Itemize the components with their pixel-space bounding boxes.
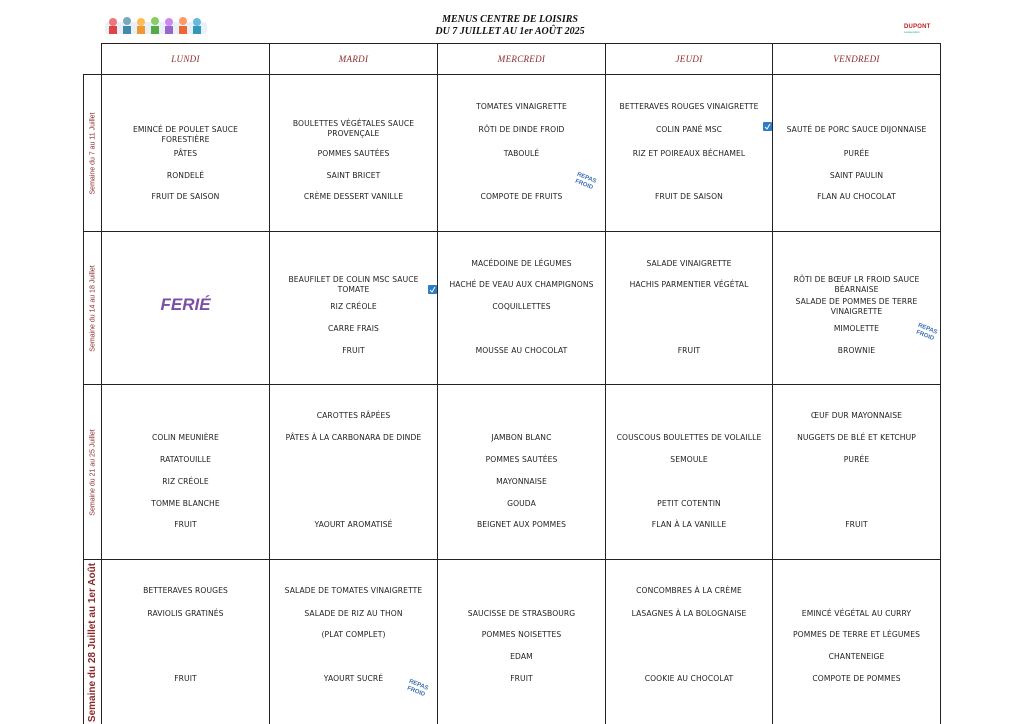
menu-cell-w4-vendredi: [773, 560, 940, 724]
menu-cell-w1-mercredi: [438, 75, 605, 231]
menu-item: COMPOTE DE FRUITS: [480, 192, 563, 201]
menu-item: MAYONNAISE: [496, 477, 547, 486]
menu-item: TABOULÉ: [503, 149, 540, 158]
menu-item: FRUIT: [677, 346, 701, 355]
menu-item: FLAN AU CHOCOLAT: [817, 192, 896, 201]
menu-item: RATATOUILLE: [160, 455, 211, 464]
holiday-label: FERIÉ: [160, 295, 211, 314]
week-label-text: Semaine du 28 Juillet au 1er Août: [87, 562, 99, 722]
menu-cell-w2-lundi: [102, 232, 269, 384]
menu-item: YAOURT SUCRÉ: [323, 674, 384, 683]
week-label-3: [84, 385, 102, 559]
menu-item: SAINT PAULIN: [829, 171, 884, 180]
menu-item: SAINT BRICET: [326, 171, 381, 180]
menu-item: TOMME BLANCHE: [151, 499, 220, 508]
week-label-4: [84, 560, 102, 724]
menu-item: COLIN MEUNIÈRE: [152, 433, 219, 442]
week-label-1: [84, 75, 102, 231]
menu-item: POMMES SAUTÉES: [485, 455, 558, 464]
menu-item: RIZ CRÉOLE: [330, 302, 377, 311]
menu-item: PÂTES: [173, 149, 198, 158]
menu-cell-w2-jeudi: [606, 232, 772, 384]
menu-item: RÔTI DE BŒUF LR FROID SAUCE BÉARNAISE: [793, 275, 920, 294]
menu-cell-w4-lundi: [102, 560, 269, 724]
menu-item: EMINCÉ VÉGÉTAL AU CURRY: [801, 609, 912, 618]
day-header-lundi: LUNDI: [171, 53, 200, 64]
repas-froid-stamp: REPAS FROID: [915, 322, 938, 343]
week-label-text: Semaine du 7 au 11 Juillet: [89, 112, 97, 194]
menu-item: COMPOTE DE POMMES: [812, 674, 901, 683]
menu-cell-w4-jeudi: [606, 560, 772, 724]
menu-item: EDAM: [510, 652, 533, 661]
menu-item: SEMOULE: [670, 455, 708, 464]
menu-item: COQUILLETTES: [492, 302, 551, 311]
menu-item: COLIN PANÉ MSC: [655, 125, 723, 134]
menu-item: RONDELÉ: [166, 171, 205, 180]
menu-cell-w4-mardi: [270, 560, 437, 724]
menu-item: BOULETTES VÉGÉTALES SAUCE PROVENÇALE: [292, 119, 415, 138]
day-header-mardi: MARDI: [338, 53, 369, 64]
kids-logo: [103, 14, 209, 40]
menu-item: SALADE DE POMMES DE TERRE VINAIGRETTE: [795, 297, 918, 316]
page-title: [380, 14, 640, 38]
menu-item: RIZ CRÉOLE: [162, 477, 209, 486]
menu-item: FRUIT DE SAISON: [655, 192, 723, 201]
menu-cell-w3-jeudi: [606, 385, 772, 559]
menu-item: RAVIOLIS GRATINÉS: [147, 609, 224, 618]
day-header-jeudi: JEUDI: [675, 53, 703, 64]
menu-item: MACÉDOINE DE LÉGUMES: [471, 259, 572, 268]
day-header-vendredi: VENDREDI: [833, 53, 880, 64]
menu-cell-w3-lundi: [102, 385, 269, 559]
menu-item: FLAN À LA VANILLE: [651, 520, 727, 529]
menu-item: YAOURT AROMATISÉ: [314, 520, 393, 529]
menu-cell-w1-mardi: [270, 75, 437, 231]
msc-label-icon: [763, 122, 772, 131]
menu-item: FRUIT: [174, 520, 197, 529]
menu-item: FRUIT: [174, 674, 197, 683]
menu-item: ŒUF DUR MAYONNAISE: [810, 411, 903, 420]
menu-item: (PLAT COMPLET): [321, 630, 386, 639]
menu-item: FRUIT: [342, 346, 365, 355]
menu-cell-w2-mercredi: [438, 232, 605, 384]
brand-name: DUPONT: [904, 24, 931, 30]
menu-item: BETTERAVES ROUGES VINAIGRETTE: [619, 102, 759, 111]
menu-item: COOKIE AU CHOCOLAT: [644, 674, 734, 683]
menu-item: SAUTÉ DE PORC SAUCE DIJONNAISE: [786, 125, 927, 134]
menu-item: FRUIT DE SAISON: [151, 192, 220, 201]
menu-item: POMMES NOISETTES: [481, 630, 562, 639]
week-label-text: Semaine du 14 au 18 Juillet: [89, 264, 97, 352]
menu-item: HACHIS PARMENTIER VÉGÉTAL: [629, 280, 749, 289]
menu-item: SALADE DE RIZ AU THON: [304, 609, 403, 618]
menu-cell-w4-mercredi: [438, 560, 605, 724]
menu-item: SAUCISSE DE STRASBOURG: [467, 609, 576, 618]
week-label-2: [84, 232, 102, 384]
title-line-1: MENUS CENTRE DE LOISIRS: [442, 14, 578, 25]
menu-item: PURÉE: [843, 149, 870, 158]
menu-cell-w3-mardi: [270, 385, 437, 559]
menu-item: RIZ ET POIREAUX BÉCHAMEL: [632, 149, 746, 158]
menu-item: HACHÉ DE VEAU AUX CHAMPIGNONS: [449, 280, 594, 289]
menu-item: BROWNIE: [837, 346, 876, 355]
title-line-2: DU 7 JUILLET AU 1er AOÛT 2025: [435, 26, 585, 37]
menu-item: JAMBON BLANC: [491, 433, 552, 442]
msc-label-icon: [428, 285, 437, 294]
menu-item: MIMOLETTE: [833, 324, 880, 333]
menu-item: POMMES DE TERRE ET LÉGUMES: [792, 630, 921, 639]
menu-cell-w3-vendredi: [773, 385, 940, 559]
menu-item: SALADE VINAIGRETTE: [646, 259, 732, 268]
menu-item: CAROTTES RÂPÉES: [316, 411, 391, 420]
menu-item: FRUIT: [510, 674, 533, 683]
menu-cell-w2-mardi: [270, 232, 437, 384]
menu-item: POMMES SAUTÉES: [317, 149, 390, 158]
menu-item: EMINCÉ DE POULET SAUCE FORESTIÈRE: [132, 125, 239, 144]
menu-item: FRUIT: [845, 520, 868, 529]
menu-item: CARRE FRAIS: [328, 324, 379, 333]
menu-cell-w1-jeudi: [606, 75, 772, 231]
menu-item: CONCOMBRES À LA CRÈME: [636, 586, 742, 595]
menu-cell-w1-vendredi: [773, 75, 940, 231]
menu-item: PETIT COTENTIN: [657, 499, 721, 508]
menu-item: BEAUFILET DE COLIN MSC SAUCE TOMATE: [288, 275, 419, 294]
menu-item: PÂTES À LA CARBONARA DE DINDE: [285, 433, 422, 442]
menu-item: MOUSSE AU CHOCOLAT: [475, 346, 568, 355]
menu-item: SALADE DE TOMATES VINAIGRETTE: [284, 586, 423, 595]
menu-cell-w1-lundi: [102, 75, 269, 231]
menu-item: PURÉE: [843, 455, 870, 464]
menu-item: LASAGNES À LA BOLOGNAISE: [631, 609, 747, 618]
menu-item: NUGGETS DE BLÉ ET KETCHUP: [797, 433, 916, 442]
menu-cell-w2-vendredi: [773, 232, 940, 384]
menu-item: BEIGNET AUX POMMES: [476, 520, 567, 529]
menu-cell-w3-mercredi: [438, 385, 605, 559]
menu-item: GOUDA: [507, 499, 536, 508]
menu-item: RÔTI DE DINDE FROID: [478, 125, 565, 134]
day-header-mercredi: MERCREDI: [497, 53, 546, 64]
menu-item: BETTERAVES ROUGES: [143, 586, 228, 595]
dupont-logo: [904, 24, 940, 38]
menu-item: TOMATES VINAIGRETTE: [476, 102, 567, 111]
menu-item: CRÈME DESSERT VANILLE: [303, 192, 404, 201]
menu-item: COUSCOUS BOULETTES DE VOLAILLE: [616, 433, 762, 442]
repas-froid-stamp: REPAS FROID: [574, 171, 597, 192]
menu-item: CHANTENEIGE: [828, 652, 885, 661]
week-label-text: Semaine du 21 au 25 Juillet: [89, 428, 97, 516]
repas-froid-stamp: REPAS FROID: [406, 678, 429, 699]
brand-subtitle: restauration: [904, 30, 920, 34]
